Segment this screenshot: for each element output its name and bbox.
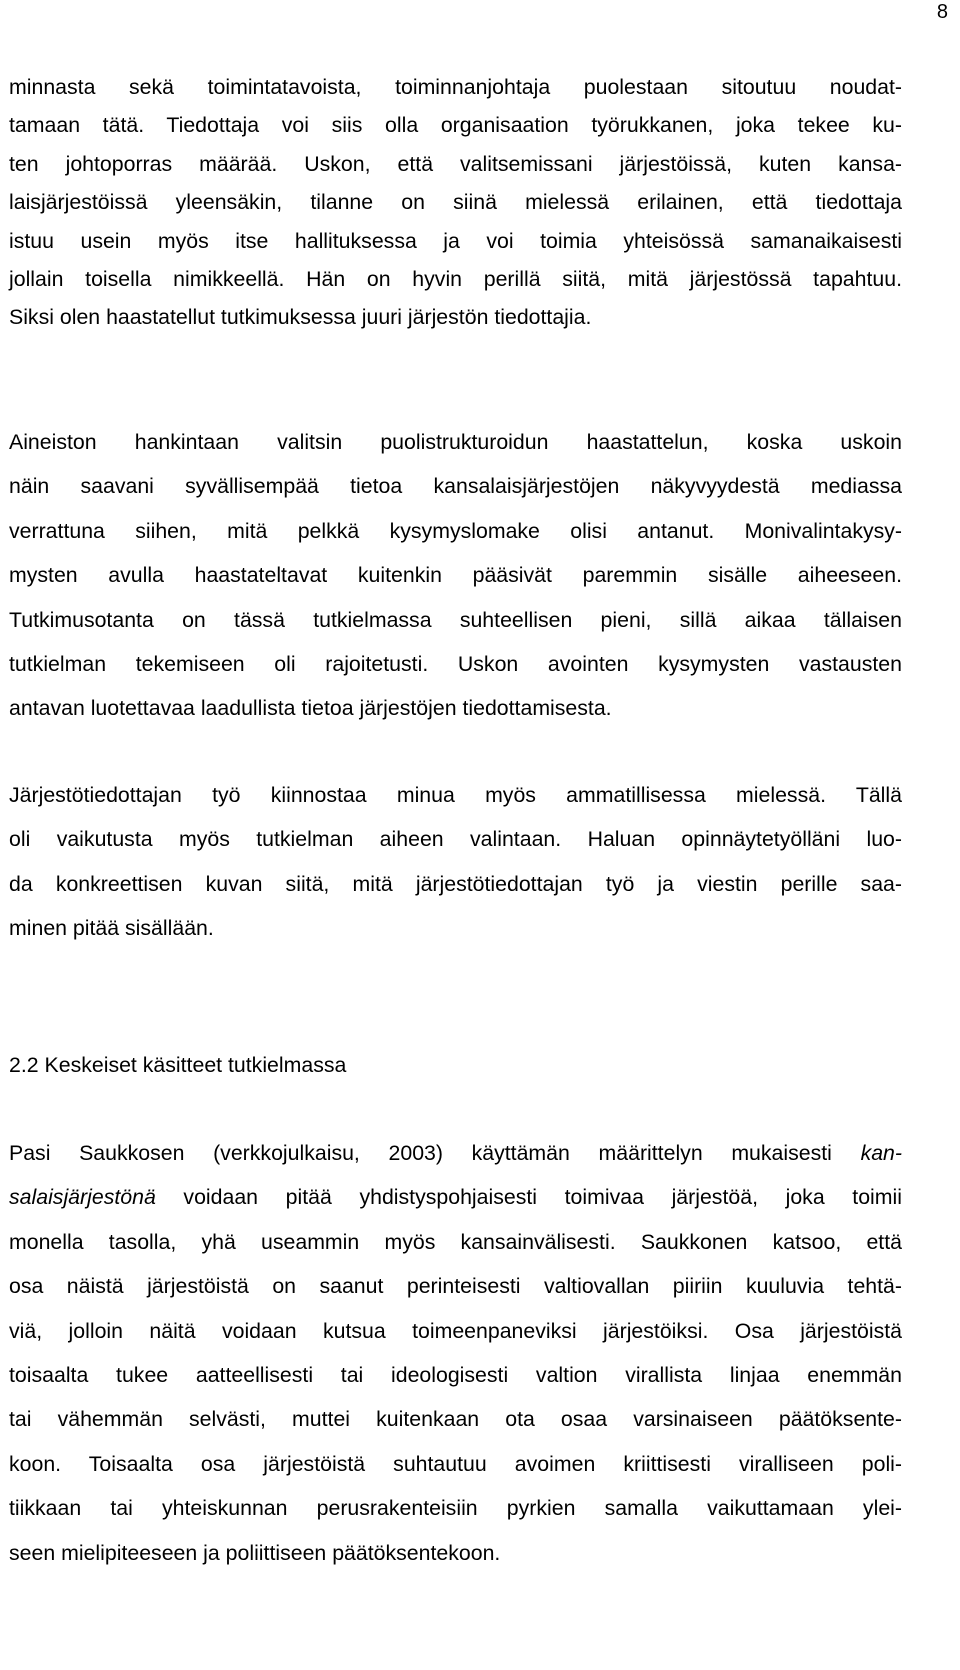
text-line <box>9 1175 902 1219</box>
text-line: ten johtoporras määrää. Uskon, että valitsemissani järjestöissä, kuten kansa- <box>9 151 902 176</box>
page-number: 8 <box>936 1 948 23</box>
text-run: Pasi Saukkosen (verkkojulkaisu, 2003) käyttämän määrittelyn mukaisesti <box>9 1141 861 1165</box>
text-line: toisaalta tukee aatteellisesti tai ideologisesti valtion virallista linjaa enemmän <box>9 1362 902 1387</box>
text-line: tamaan tätä. Tiedottaja voi siis olla organisaation työrukkanen, joka tekee ku- <box>9 113 902 138</box>
text-line: mysten avulla haastateltavat kuitenkin pääsivät paremmin sisälle aiheeseen. <box>9 563 902 588</box>
paragraph-1 <box>9 68 902 337</box>
text-line: istuu usein myös itse hallituksessa ja voi toimia yhteisössä samanaikaisesti <box>9 228 902 253</box>
text-line: antavan luotettavaa laadullista tietoa järjestöjen tiedottamisesta. <box>9 696 612 721</box>
text-line: verrattuna siihen, mitä pelkkä kysymyslomake olisi antanut. Monivalintakysy- <box>9 518 902 543</box>
text-line: Tutkimusotanta on tässä tutkielmassa suhteellisen pieni, sillä aikaa tällaisen <box>9 607 902 632</box>
text-line: oli vaikutusta myös tutkielman aiheen valintaan. Haluan opinnäytetyölläni luo- <box>9 827 902 852</box>
paragraph-2 <box>9 420 902 731</box>
section-heading-text: 2.2 Keskeiset käsitteet tutkielmassa <box>9 1053 347 1077</box>
italic-term: kan- <box>860 1141 902 1165</box>
italic-term: salaisjärjestönä <box>9 1185 156 1210</box>
text-line: osa näistä järjestöistä on saanut perinteisesti valtiovallan piiriin kuuluvia tehtä- <box>9 1274 902 1299</box>
text-line: da konkreettisen kuvan siitä, mitä järjestötiedottajan työ ja viestin perille saa- <box>9 871 902 896</box>
text-run: voidaan pitää yhdistyspohjaisesti toimivaa järjestöä, joka toimii <box>155 1185 902 1210</box>
text-line: monella tasolla, yhä useammin myös kansainvälisesti. Saukkonen katsoo, että <box>9 1229 902 1254</box>
text-line: tai vähemmän selvästi, muttei kuitenkaan ota osaa varsinaiseen päätöksente- <box>9 1407 902 1432</box>
text-line: seen mielipiteeseen ja poliittiseen päätöksentekoon. <box>9 1540 501 1565</box>
text-line: minen pitää sisällään. <box>9 916 214 941</box>
text-line: koon. Toisaalta osa järjestöistä suhtautuu avoimen kriittisesti viralliseen poli- <box>9 1451 902 1476</box>
text-line: jollain toisella nimikkeellä. Hän on hyvin perillä siitä, mitä järjestössä tapahtuu. <box>9 266 902 291</box>
text-line: tiikkaan tai yhteiskunnan perusrakenteisiin pyrkien samalla vaikuttamaan ylei- <box>9 1496 902 1521</box>
text-line: tutkielman tekemiseen oli rajoitetusti. Uskon avointen kysymysten vastausten <box>9 651 902 676</box>
text-line: minnasta sekä toimintatavoista, toiminnanjohtaja puolestaan sitoutuu noudat- <box>9 75 902 99</box>
paragraph-4 <box>9 1131 902 1575</box>
text-line: Aineiston hankintaan valitsin puolistrukturoidun haastattelun, koska uskoin <box>9 430 902 454</box>
section-heading <box>9 1043 902 1087</box>
text-line: laisjärjestöissä yleensäkin, tilanne on siinä mielessä erilainen, että tiedottaja <box>9 190 902 215</box>
text-line: näin saavani syvällisempää tietoa kansalaisjärjestöjen näkyvyydestä mediassa <box>9 474 902 499</box>
text-line <box>9 1131 902 1175</box>
text-line: viä, jolloin näitä voidaan kutsua toimeenpaneviksi järjestöiksi. Osa järjestöistä <box>9 1318 902 1343</box>
paragraph-3 <box>9 773 902 951</box>
text-line: Siksi olen haastatellut tutkimuksessa juuri järjestön tiedottajia. <box>9 305 592 330</box>
text-line: Järjestötiedottajan työ kiinnostaa minua myös ammatillisessa mielessä. Tällä <box>9 783 902 807</box>
